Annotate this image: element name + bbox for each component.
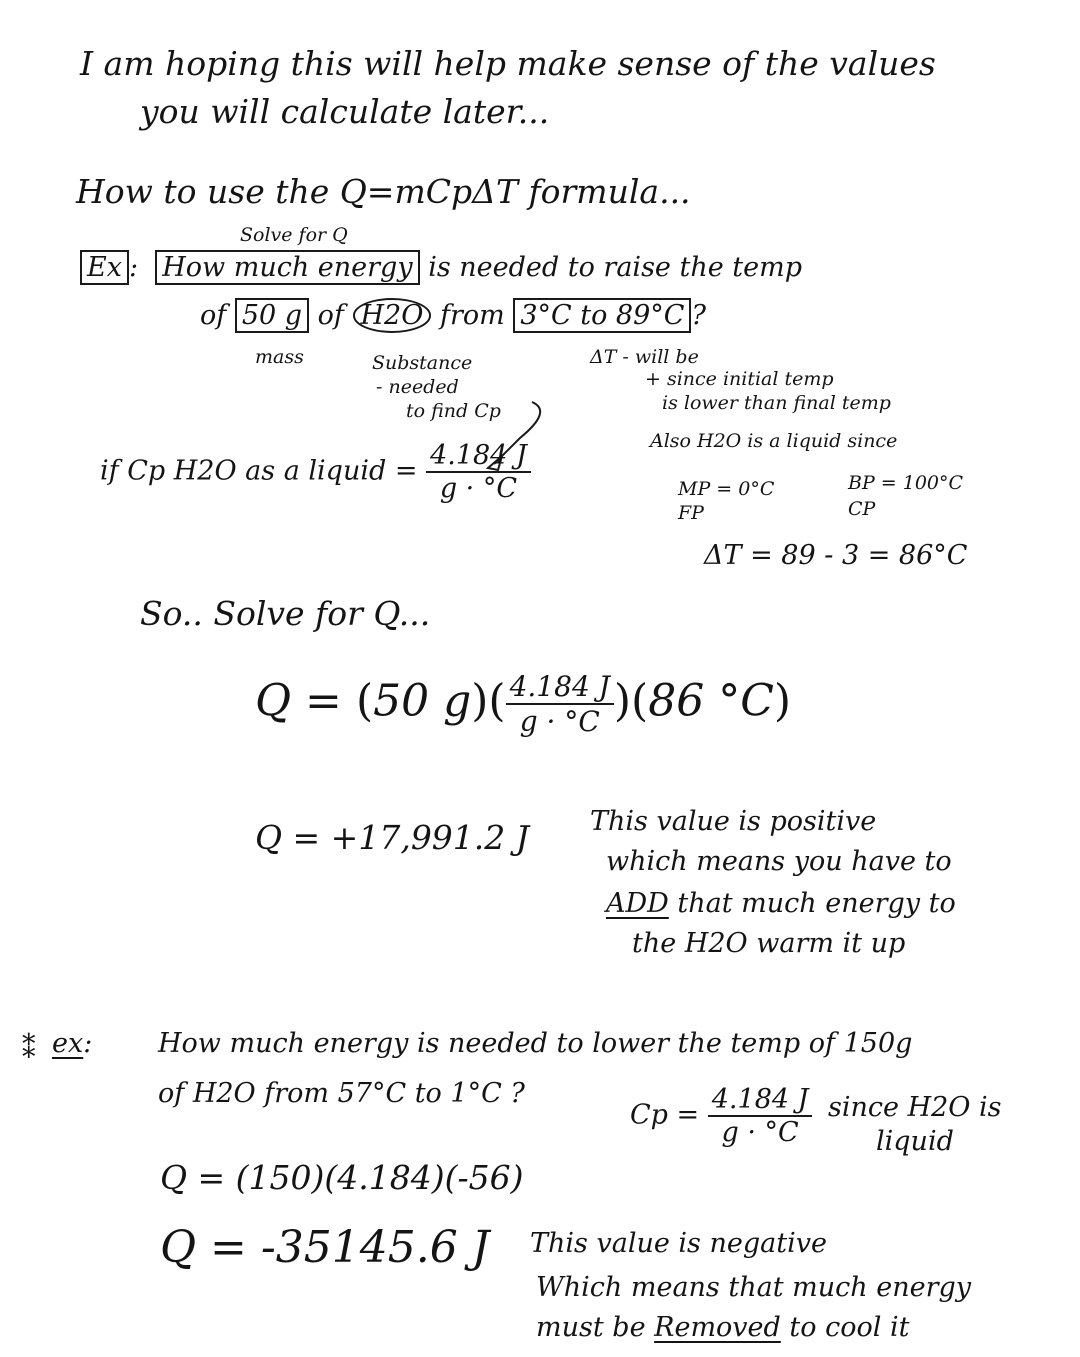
q-result-1: Q = +17,991.2 J bbox=[255, 818, 530, 857]
word-of: of bbox=[200, 300, 227, 331]
explanation-1-line-4: the H2O warm it up bbox=[632, 928, 906, 959]
explanation-1-line-1: This value is positive bbox=[590, 806, 877, 837]
q-equation: Q = (50 g)( $\frac{4.184 J}{g \cdot ^\circ C}$ )(86 °C) bbox=[255, 670, 792, 738]
boxed-phrase: How much energy bbox=[155, 250, 419, 285]
q-result-2: Q = -35145.6 J bbox=[160, 1222, 490, 1273]
equation-cp-fraction bbox=[506, 670, 614, 738]
explanation-1-line-3-rest: that much energy to bbox=[677, 888, 956, 919]
star-mark-icon: ⁑ bbox=[22, 1034, 36, 1065]
word-from: from bbox=[439, 300, 505, 331]
example2-cp-den: g · °C bbox=[721, 1117, 799, 1148]
example1-question-line-2 bbox=[200, 300, 706, 331]
substance-label-2: - needed bbox=[376, 376, 459, 398]
explanation-2-pre: must be bbox=[536, 1312, 646, 1343]
substance-label-3: to find Cp bbox=[406, 400, 501, 422]
boiling-point: BP = 100°C bbox=[848, 472, 964, 494]
example2-label: ex: bbox=[52, 1028, 93, 1059]
condensation-point: CP bbox=[848, 498, 876, 520]
example2-question-1: How much energy is needed to lower the temp of 150g bbox=[158, 1028, 913, 1059]
explanation-2-post: to cool it bbox=[789, 1312, 910, 1343]
formula-heading: How to use the Q=mCpΔT formula... bbox=[76, 172, 691, 211]
example2-label-text: ex bbox=[52, 1028, 84, 1059]
intro-line-1: I am hoping this will help make sense of the values bbox=[80, 44, 936, 83]
equation-cp-den: g · °C bbox=[519, 705, 600, 738]
example2-cp-num: 4.184 J bbox=[708, 1084, 813, 1117]
mass-box: 50 g bbox=[235, 298, 309, 333]
temp-range-box: 3°C to 89°C bbox=[513, 298, 691, 333]
colon: : bbox=[128, 252, 147, 283]
equation-mass: 50 g bbox=[373, 675, 472, 727]
example2-cp bbox=[630, 1084, 812, 1148]
delta-t-note-2: + since initial temp bbox=[645, 368, 834, 390]
substance-label-1: Substance bbox=[372, 352, 473, 374]
equation-dt: 86 °C bbox=[648, 675, 774, 727]
question-mark: ? bbox=[691, 300, 706, 331]
cp-prefix: if Cp H2O as a liquid = bbox=[100, 455, 418, 487]
example-label: Ex bbox=[80, 250, 129, 285]
explanation-2-line-2: Which means that much energy bbox=[536, 1272, 972, 1303]
example2-cp-note-1: since H2O is bbox=[828, 1092, 1002, 1123]
example2-cp-prefix: Cp = bbox=[630, 1099, 700, 1131]
melting-point: MP = 0°C bbox=[678, 478, 775, 500]
q-label: Q = bbox=[255, 675, 342, 727]
explanation-2-line-3 bbox=[536, 1312, 909, 1343]
explanation-2-line-1: This value is negative bbox=[530, 1228, 827, 1259]
delta-t-note-3: is lower than final temp bbox=[662, 392, 891, 414]
cp-denominator: g · °C bbox=[439, 473, 518, 504]
example2-cp-note-2: liquid bbox=[876, 1126, 954, 1157]
question-rest: is needed to raise the temp bbox=[428, 252, 802, 283]
example2-question-2: of H2O from 57°C to 1°C ? bbox=[158, 1078, 525, 1109]
mass-label: mass bbox=[255, 346, 304, 368]
add-emphasis: ADD bbox=[606, 888, 669, 919]
explanation-1-line-2: which means you have to bbox=[606, 846, 952, 877]
word-of: of bbox=[317, 300, 344, 331]
freezing-point: FP bbox=[678, 502, 704, 524]
delta-t-note-1: ΔT - will be bbox=[590, 346, 699, 368]
intro-line-2: you will calculate later... bbox=[140, 92, 550, 131]
delta-t-calc: ΔT = 89 - 3 = 86°C bbox=[704, 540, 968, 571]
solve-heading: So.. Solve for Q... bbox=[140, 594, 431, 633]
liquid-note-1: Also H2O is a liquid since bbox=[650, 430, 898, 452]
cp-fraction bbox=[426, 440, 531, 504]
substance-circle: H2O bbox=[353, 298, 432, 333]
removed-emphasis: Removed bbox=[654, 1312, 781, 1343]
explanation-1-line-3 bbox=[606, 888, 956, 919]
example2-equation: Q = (150)(4.184)(-56) bbox=[160, 1158, 524, 1197]
equation-cp-num: 4.184 J bbox=[506, 670, 614, 705]
solve-for-q-annotation: Solve for Q bbox=[240, 224, 348, 246]
example1-question-line-1 bbox=[80, 252, 802, 283]
example2-cp-fraction bbox=[708, 1084, 813, 1148]
cp-note bbox=[100, 440, 531, 504]
cp-numerator: 4.184 J bbox=[426, 440, 531, 473]
